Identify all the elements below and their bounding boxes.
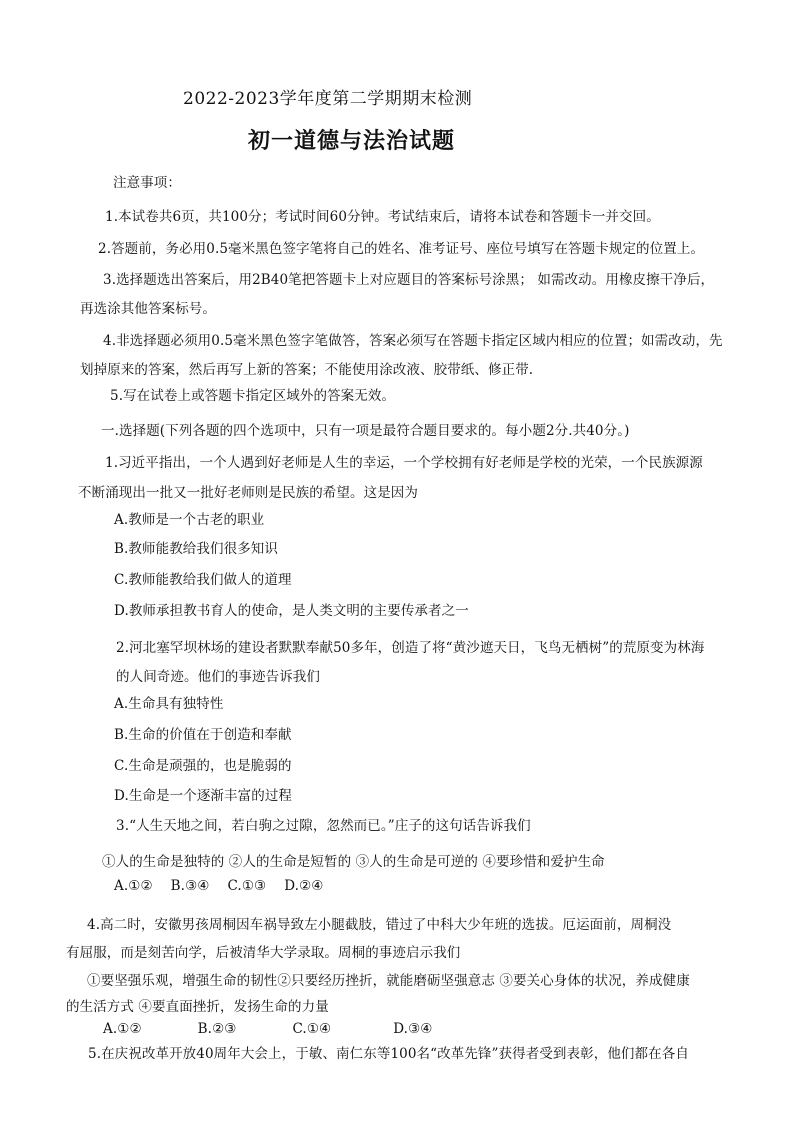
q2-option-c: C.生命是顽强的，也是脆弱的: [114, 758, 292, 774]
q1-option-a: A.教师是一个古老的职业: [114, 512, 265, 528]
q2-option-b: B.生命的价值在于创造和奉献: [114, 727, 292, 743]
note-3-line-1: 3.选择题选出答案后，用2B40笔把答题卡上对应题目的答案标号涂黑； 如需改动。用橡皮擦干净后，: [103, 272, 715, 288]
q3-options: [114, 877, 323, 895]
q2-stem-line-1: 2.河北塞罕坝林场的建设者默默奉献50多年，创造了将“黄沙遮天日，飞鸟无栖树”的荒原变为林海: [116, 640, 705, 656]
q4-option-b: B.②③: [197, 1021, 237, 1037]
note-3-line-2: 再选涂其他答案标号。: [80, 301, 216, 317]
q1-option-c: C.教师能教给我们做人的道理: [114, 572, 292, 588]
q4-option-d: D.③④: [393, 1021, 433, 1037]
note-5: 5.写在试卷上或答题卡指定区域外的答案无效。: [110, 388, 396, 404]
q1-stem-line-1: 1.习近平指出，一个人遇到好老师是人生的幸运，一个学校拥有好老师是学校的光荣，一个民族源源: [105, 455, 703, 471]
q4-stem-line-1: 4.高二时，安徽男孩周桐因车祸导致左小腿截肢，错过了中科大少年班的选拔。厄运面前，周桐没: [87, 917, 672, 933]
q3-option-c: C.①③: [227, 878, 267, 894]
note-2: 2.答题前，务必用0.5毫米黑色签字笔将自己的姓名、准考证号、座位号填写在答题卡规定的位置上。: [98, 241, 705, 257]
q3-items: ①人的生命是独特的 ②人的生命是短暂的 ③人的生命是可逆的 ④要珍惜和爱护生命: [102, 854, 605, 870]
q3-option-d: D.②④: [284, 878, 324, 894]
section-1-heading: 一.选择题(下列各题的四个选项中，只有一项是最符合题目要求的。每小题2分.共40分。): [101, 423, 630, 439]
term-title: 2022-2023学年度第二学期期末检测: [183, 89, 473, 109]
q3-stem: 3.“人生天地之间，若白驹之过隙，忽然而已。”庄子的这句话告诉我们: [116, 818, 531, 834]
q4-option-c: C.①④: [292, 1021, 332, 1037]
q4-stem-line-2: 有屈服，而是刻苦向学，后被清华大学录取。周桐的事迹启示我们: [66, 945, 461, 961]
q3-option-a: A.①②: [114, 878, 153, 894]
q1-stem-line-2: 不断涌现出一批又一批好老师则是民族的希望。这是因为: [78, 485, 418, 501]
q5-stem-line-1: 5.在庆祝改革开放40周年大会上，于敏、南仁东等100名“改革先锋”获得者受到表彰，他们都在各自: [88, 1046, 689, 1062]
note-1: 1.本试卷共6页，共100分；考试时间60分钟。考试结束后，请将本试卷和答题卡一并交回。: [105, 209, 660, 225]
q2-option-d: D.生命是一个逐渐丰富的过程: [114, 788, 293, 804]
q4-items-line-2: 的生活方式 ④要直面挫折，发扬生命的力量: [66, 999, 329, 1015]
q3-option-b: B.③④: [170, 878, 210, 894]
q4-items-line-1: ①要坚强乐观，增强生命的韧性②只要经历挫折，就能磨砺坚强意志 ③要关心身体的状况，养成健康: [87, 973, 690, 989]
note-4-line-1: 4.非选择题必须用0.5毫米黑色签字笔做答，答案必须写在答题卡指定区域内相应的位置；如需改动，先: [103, 333, 723, 349]
note-4-line-2: 划掉原来的答案，然后再写上新的答案；不能使用涂改液、胶带纸、修正带.: [80, 362, 534, 378]
q4-option-a: A.①②: [103, 1021, 142, 1037]
q2-option-a: A.生命具有独特性: [114, 696, 224, 712]
q1-option-d: D.教师承担教书育人的使命，是人类文明的主要传承者之一: [114, 603, 469, 619]
exam-title: 初一道德与法治试题: [248, 129, 456, 154]
q2-stem-line-2: 的人间奇迹。他们的事迹告诉我们: [116, 669, 320, 685]
q1-option-b: B.教师能教给我们很多知识: [114, 541, 279, 557]
notes-heading: 注意事项：: [113, 175, 181, 191]
q4-options: [103, 1020, 432, 1038]
